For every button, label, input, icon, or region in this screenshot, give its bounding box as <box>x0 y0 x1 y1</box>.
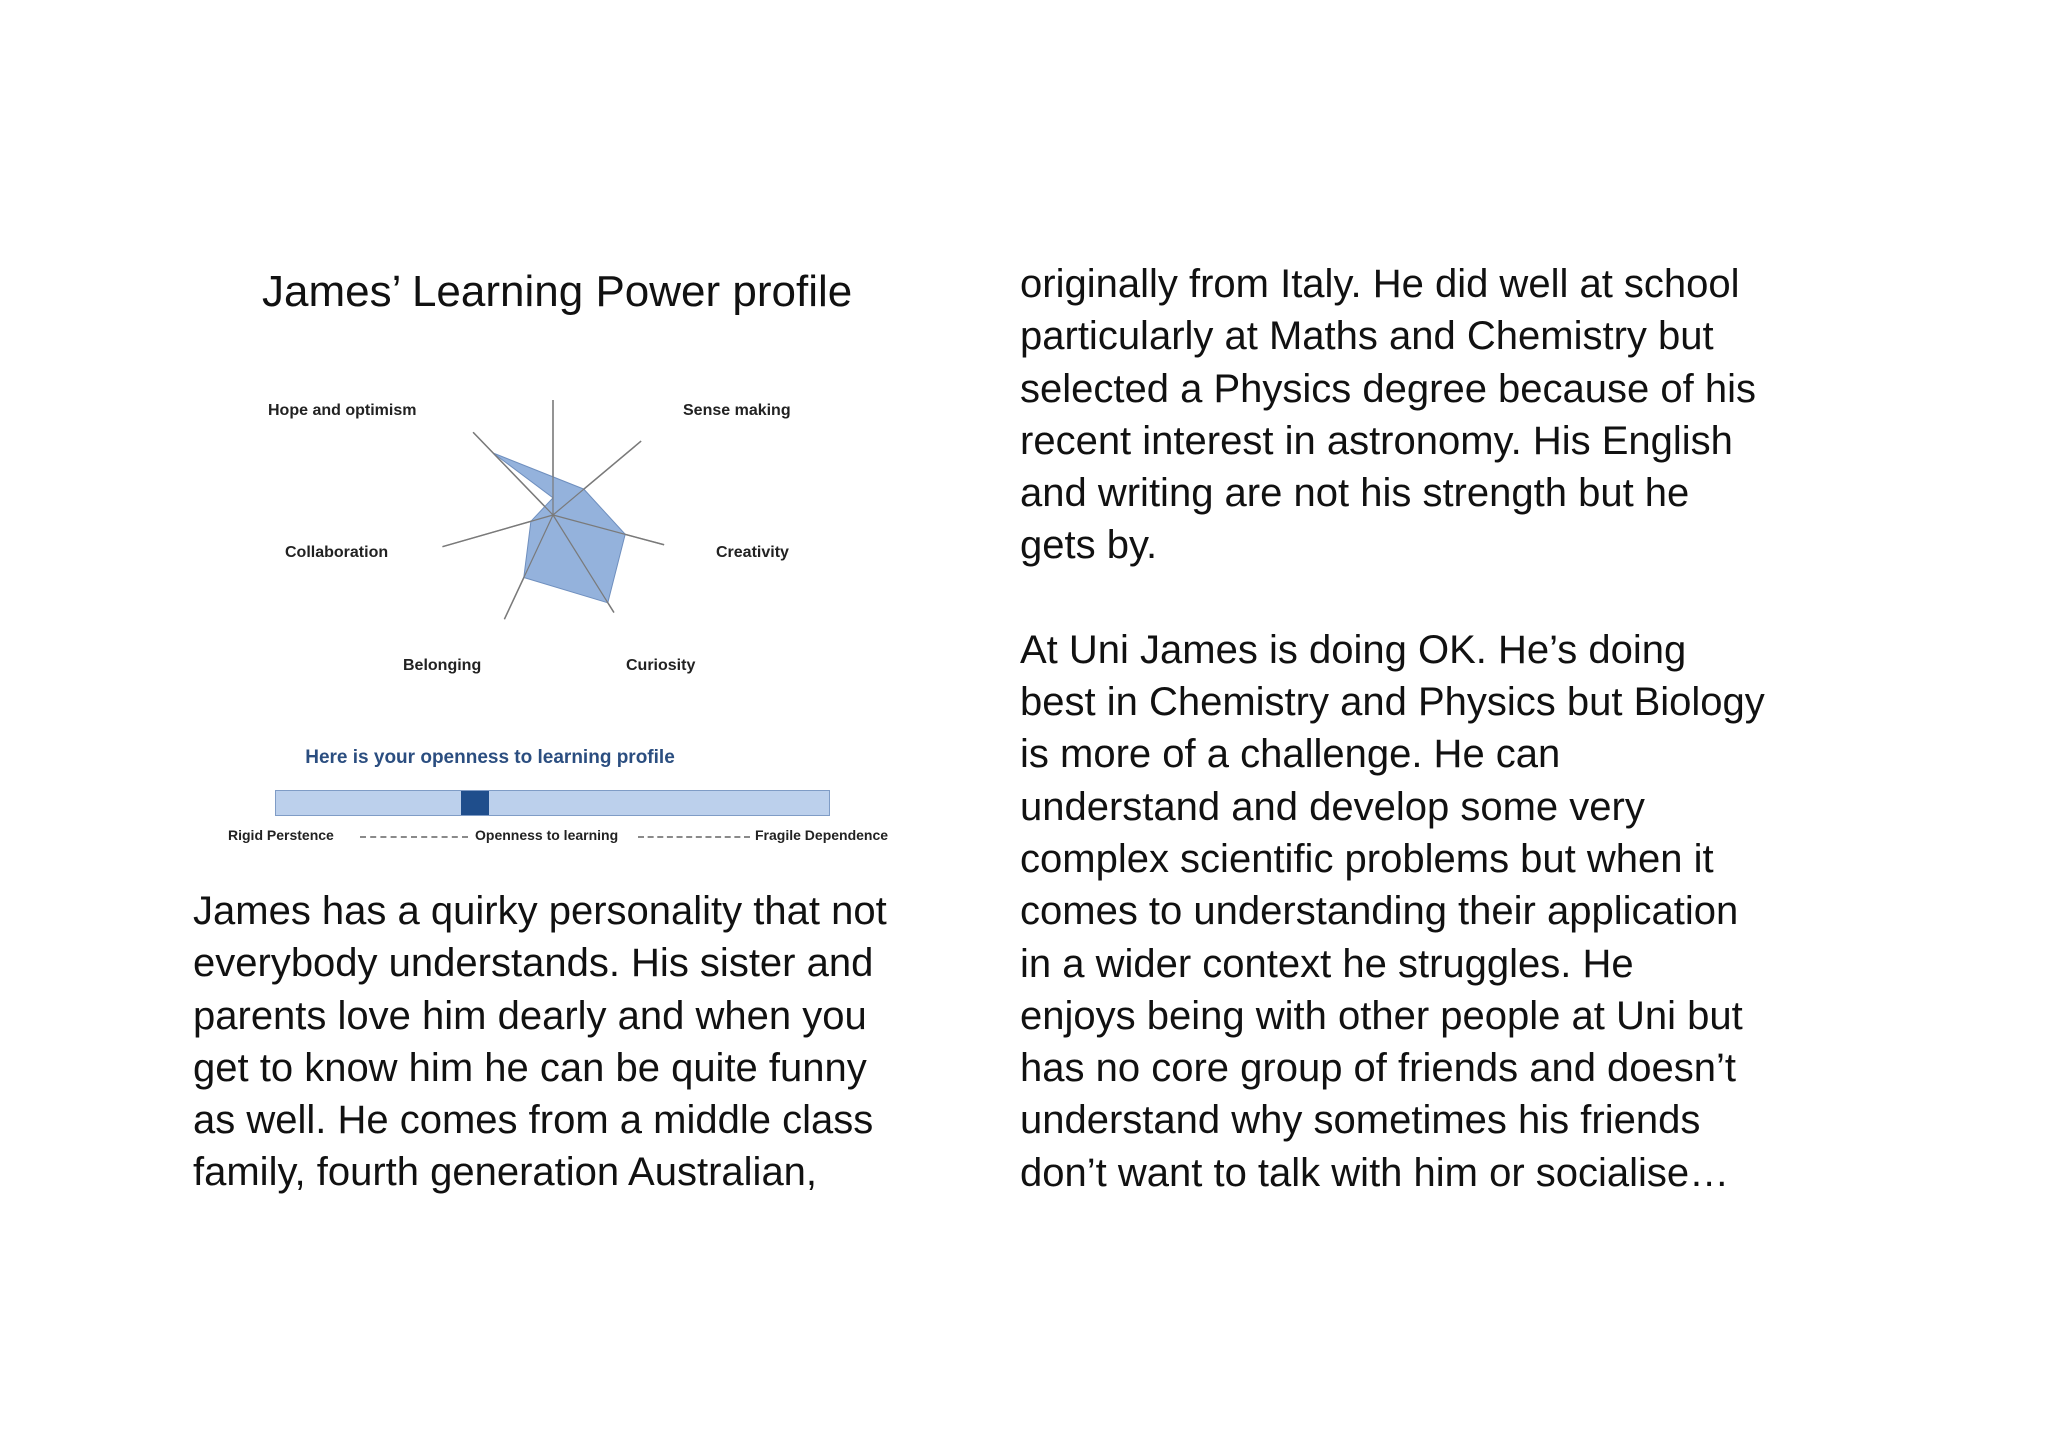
openness-scale <box>228 826 908 846</box>
axis-label-collaboration: Collaboration <box>285 544 389 561</box>
scale-center-label: Openness to learning <box>475 827 619 843</box>
openness-title: Here is your openness to learning profile <box>305 747 675 768</box>
left-paragraph: James has a quirky personality that not everybody understands. His sister and parents love him dearly and when you get to know him he can be quite funny as well. He comes from a middle class family, fourth generation Australian, <box>193 889 887 1195</box>
right-description <box>1020 258 1880 1199</box>
scale-right-label: Fragile Dependence <box>755 827 889 843</box>
right-paragraph-2: At Uni James is doing OK. He’s doing best in Chemistry and Physics but Biology is more of a challenge. He can understand and develop some very complex scientific problems but when it comes to understanding their application in a wider context he struggles. He enjoys being with other people at Uni but has no core group of friends and doesn’t understand why sometimes his friends don’t want to talk with him or socialise… <box>1020 627 1765 1195</box>
left-description <box>193 885 983 1199</box>
right-paragraph-1: originally from Italy. He did well at school particularly at Maths and Chemistry but selected a Physics degree because of his recent interest in astronomy. His English and writing are not his strength but he gets by. <box>1020 262 1756 568</box>
axis-label-creativity: Creativity <box>716 544 789 561</box>
radar-area <box>493 453 625 603</box>
scale-left-label: Rigid Perstence <box>228 827 334 843</box>
openness-profile <box>220 746 910 856</box>
openness-marker <box>461 791 489 815</box>
axis-label-belonging: Belonging <box>403 657 482 674</box>
profile-title: James’ Learning Power profile <box>262 267 853 316</box>
scale-dash-right <box>638 836 750 838</box>
axis-label-sense-making: Sense making <box>683 402 791 419</box>
axis-label-hope-and-optimism: Hope and optimism <box>268 402 417 419</box>
openness-bar <box>275 790 830 816</box>
radar-chart <box>240 370 900 690</box>
axis-label-curiosity: Curiosity <box>626 657 696 674</box>
scale-dash-left <box>360 836 468 838</box>
